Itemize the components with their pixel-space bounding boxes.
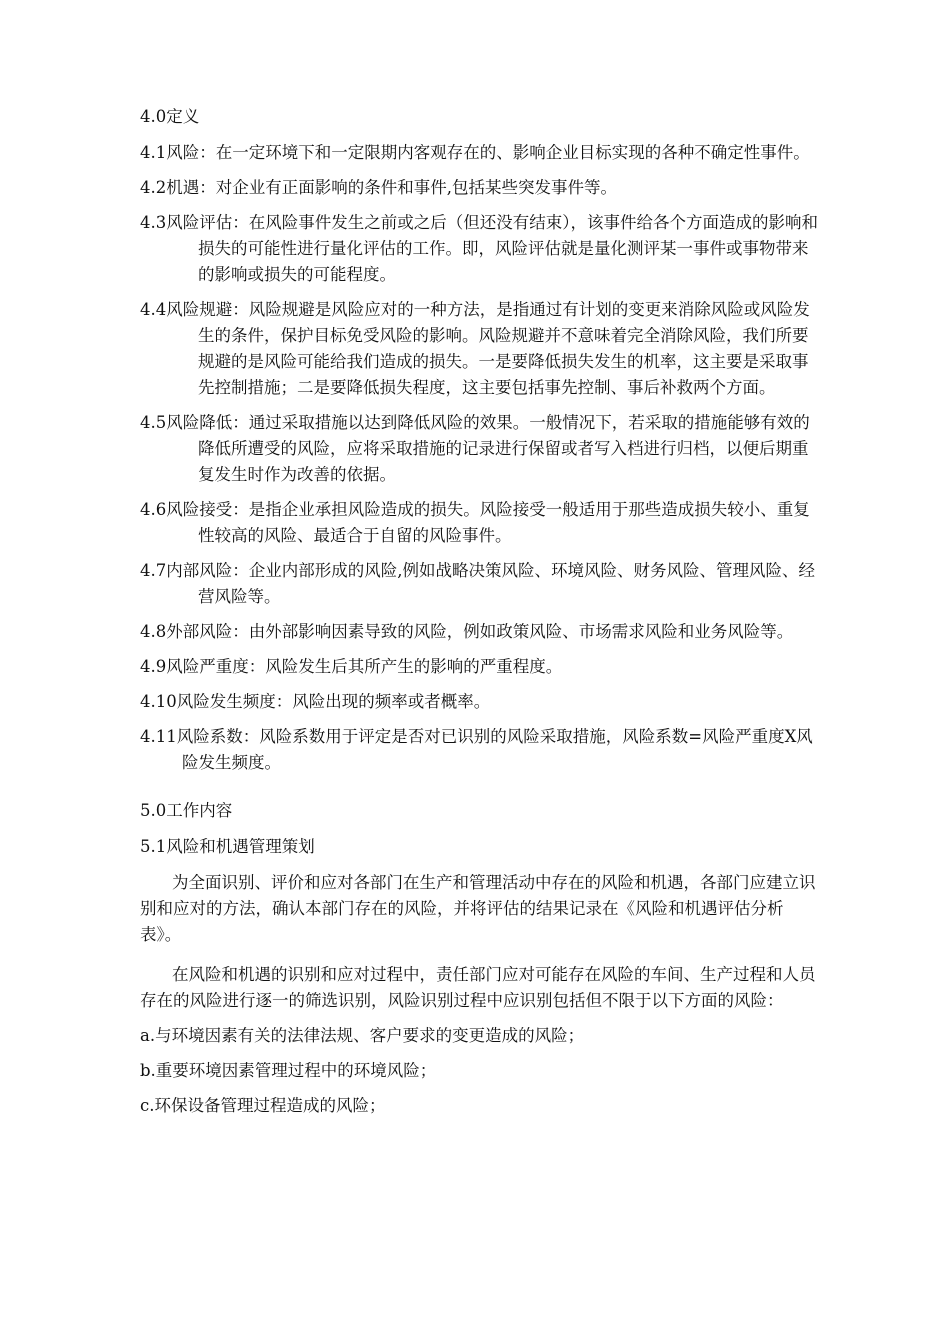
definition-4-6: 4.6风险接受：是指企业承担风险造成的损失。风险接受一般适用于那些造成损失较小、重复性较高的风险、最适合于自留的风险事件。 bbox=[140, 500, 810, 545]
definition-4-3: 4.3风险评估：在风险事件发生之前或之后（但还没有结束），该事件给各个方面造成的影响和损失的可能性进行量化评估的工作。即，风险评估就是量化测评某一事件或事物带来的影响或损失的可能程度。 bbox=[140, 213, 818, 284]
definition-4-2: 4.2机遇：对企业有正面影响的条件和事件,包括某些突发事件等。 bbox=[140, 178, 617, 197]
section-5-heading: 5.0工作内容 bbox=[140, 801, 233, 820]
section-4-heading: 4.0定义 bbox=[140, 107, 200, 126]
definition-4-11: 4.11风险系数：风险系数用于评定是否对已识别的风险采取措施，风险系数=风险严重度X风险发生频度。 bbox=[140, 727, 813, 772]
section-5-1-paragraph-1: 为全面识别、评价和应对各部门在生产和管理活动中存在的风险和机遇，各部门应建立识别和应对的方法，确认本部门存在的风险，并将评估的结果记录在《风险和机遇评估分析表》。 bbox=[140, 873, 816, 944]
definition-4-8: 4.8外部风险：由外部影响因素导致的风险，例如政策风险、市场需求风险和业务风险等。 bbox=[140, 622, 794, 641]
definition-4-10: 4.10风险发生频度：风险出现的频率或者概率。 bbox=[140, 692, 491, 711]
risk-list-item-c: c.环保设备管理过程造成的风险； bbox=[140, 1096, 386, 1115]
definition-4-9: 4.9风险严重度：风险发生后其所产生的影响的严重程度。 bbox=[140, 657, 563, 676]
definition-4-5: 4.5风险降低：通过采取措施以达到降低风险的效果。一般情况下，若采取的措施能够有效的降低所遭受的风险，应将采取措施的记录进行保留或者写入档进行归档，以便后期重复发生时作为改善的依据。 bbox=[140, 413, 810, 484]
risk-list-item-b: b.重要环境因素管理过程中的环境风险； bbox=[140, 1061, 437, 1080]
risk-list-item-a: a.与环境因素有关的法律法规、客户要求的变更造成的风险； bbox=[140, 1026, 585, 1045]
section-5-1-paragraph-2: 在风险和机遇的识别和应对过程中，责任部门应对可能存在风险的车间、生产过程和人员存在的风险进行逐一的筛选识别，风险识别过程中应识别包括但不限于以下方面的风险： bbox=[140, 965, 816, 1010]
definition-4-4: 4.4风险规避：风险规避是风险应对的一种方法，是指通过有计划的变更来消除风险或风险发生的条件，保护目标免受风险的影响。风险规避并不意味着完全消除风险，我们所要规避的是风险可能给我们造成的损失。一是要降低损失发生的机率，这主要是采取事先控制措施；二是要降低损失程度，这主要包括事先控制、事后补救两个方面。 bbox=[140, 300, 810, 397]
definition-4-1: 4.1风险：在一定环境下和一定限期内客观存在的、影响企业目标实现的各种不确定性事件。 bbox=[140, 143, 810, 162]
document-body bbox=[140, 104, 820, 1128]
section-5-1-heading: 5.1风险和机遇管理策划 bbox=[140, 837, 315, 856]
definition-4-7: 4.7内部风险：企业内部形成的风险,例如战略决策风险、环境风险、财务风险、管理风险、经营风险等。 bbox=[140, 561, 815, 606]
